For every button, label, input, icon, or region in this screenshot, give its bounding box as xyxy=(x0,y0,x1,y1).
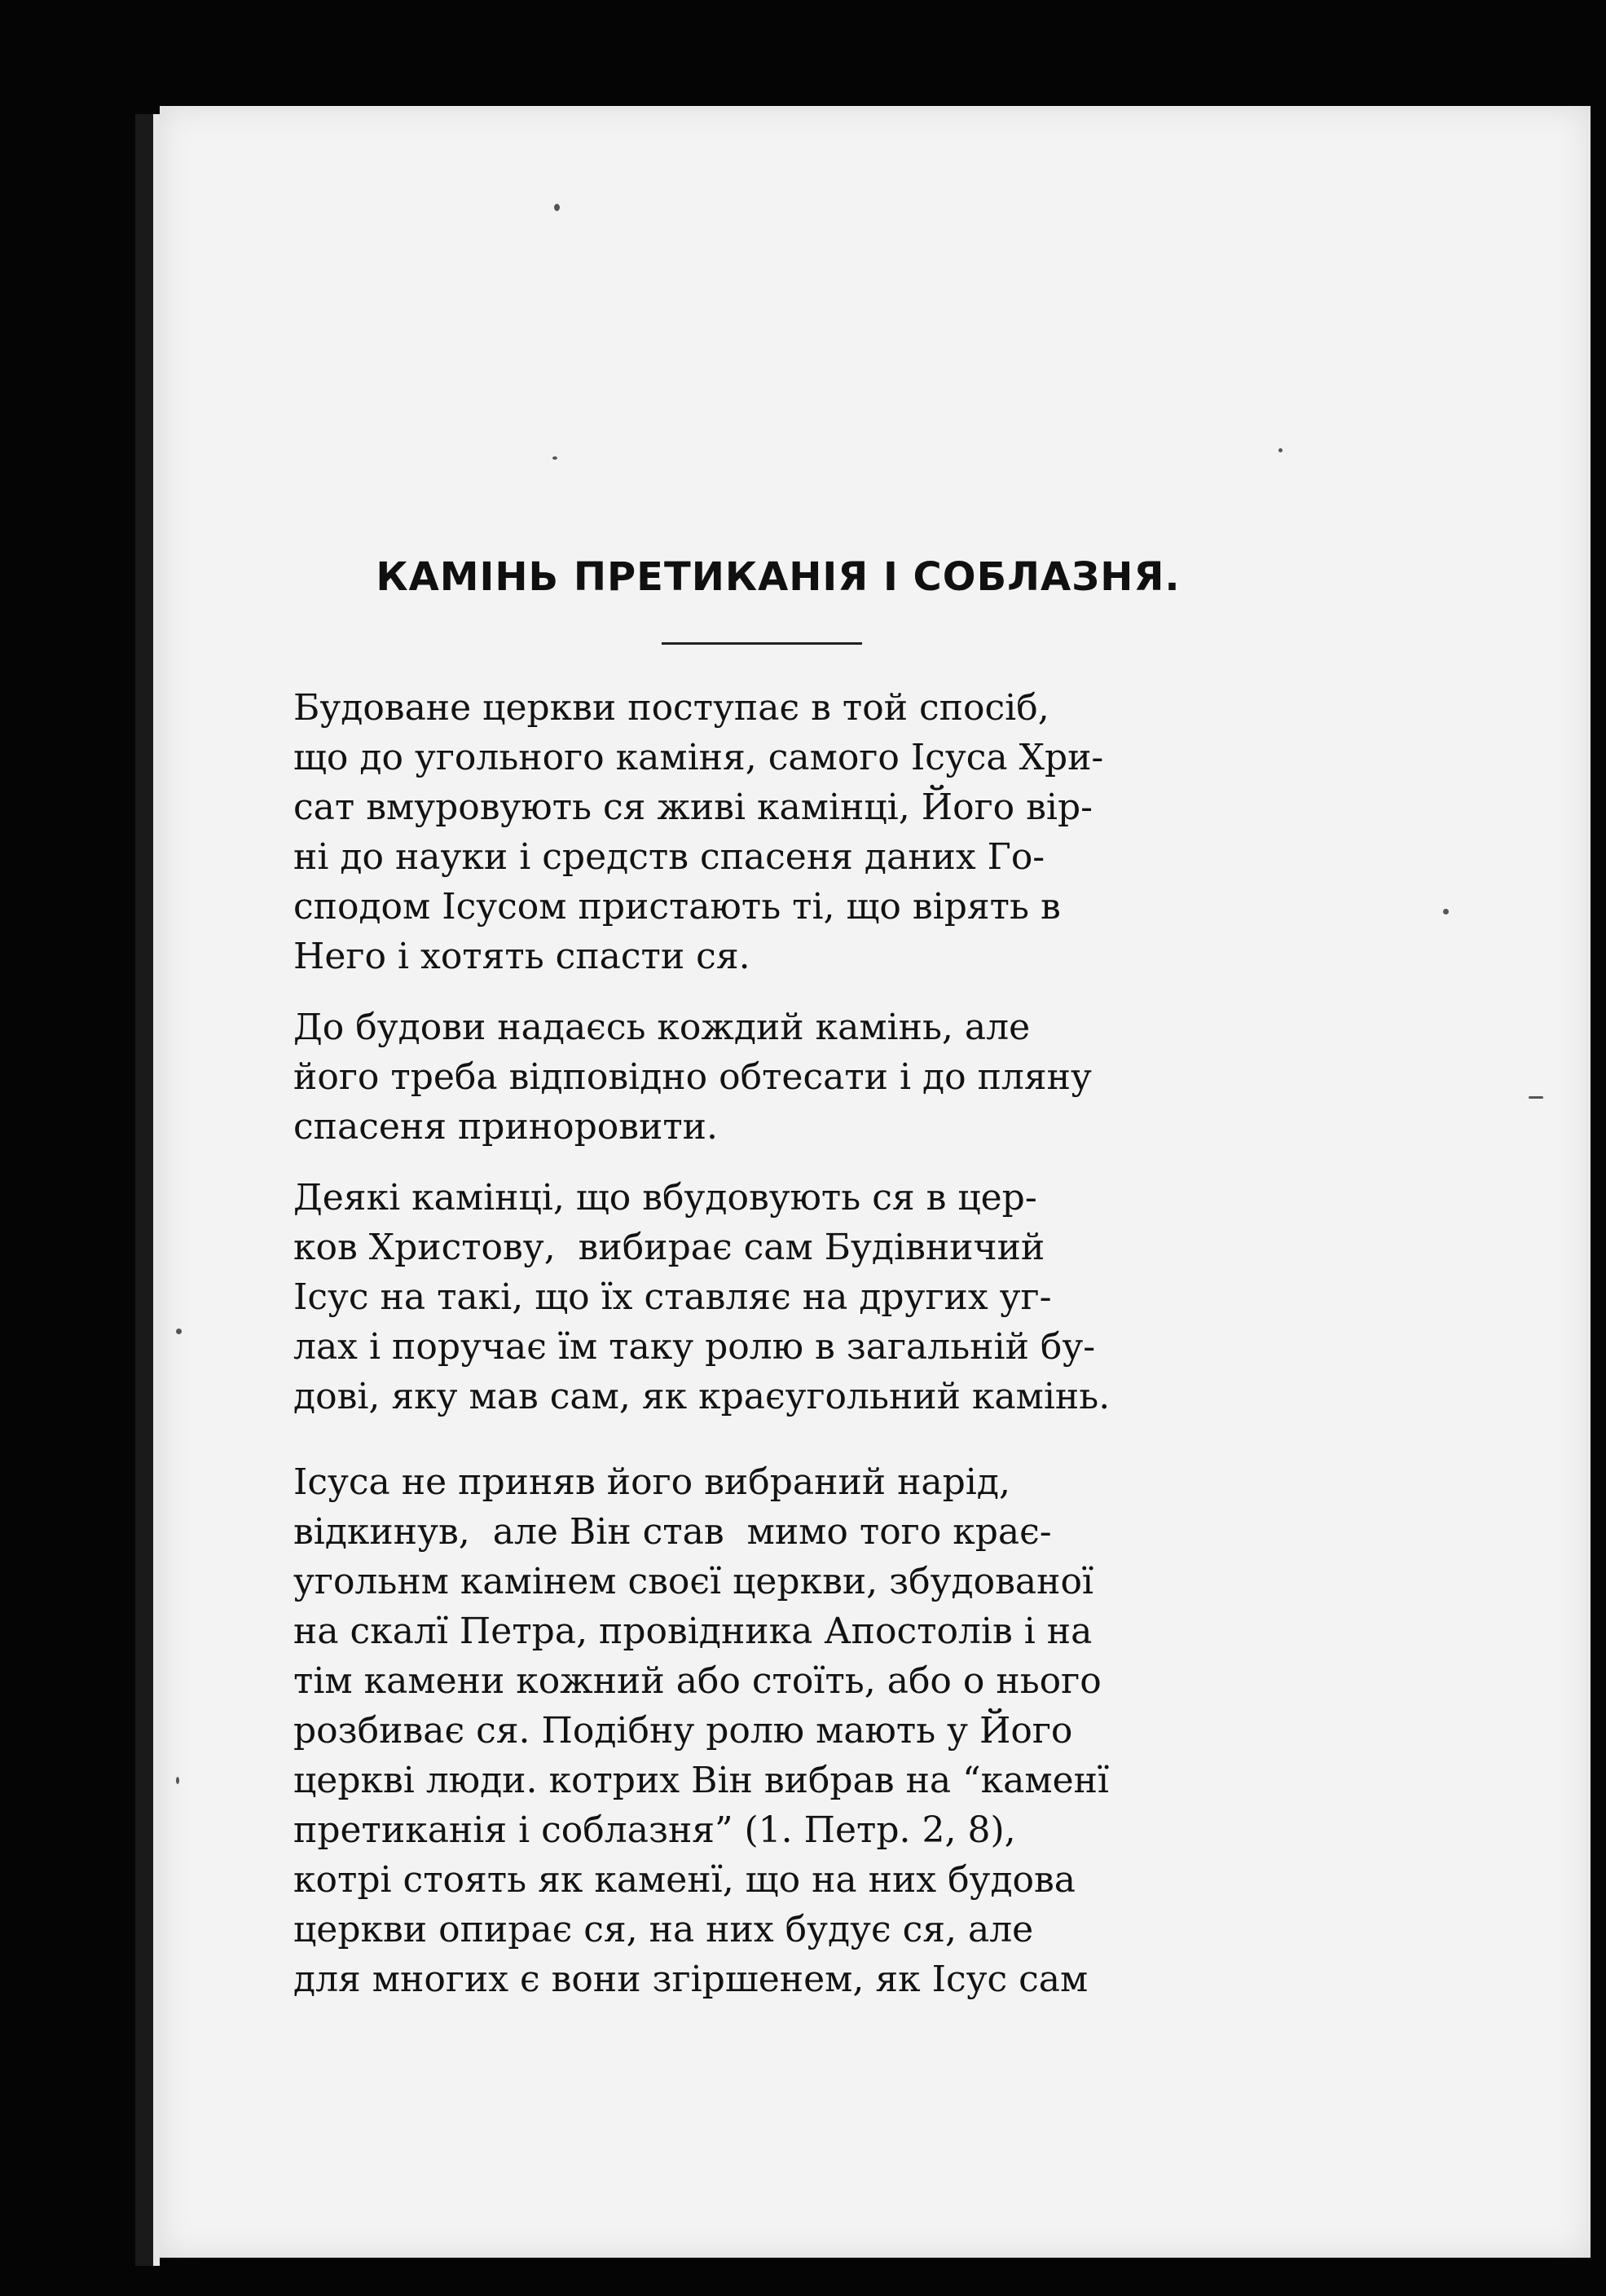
speck-mark xyxy=(552,456,557,460)
speck-mark xyxy=(554,204,560,211)
title-divider xyxy=(662,642,862,645)
speck-mark xyxy=(176,1777,179,1784)
page-edge xyxy=(153,114,160,2266)
speck-mark xyxy=(1443,909,1449,914)
paragraph: Ісуса не приняв його вибраний нарід, відкинув, але Він став мимо того крає- угольнм камінем своєї церкви, збудованої на скалї Петра, провідника Апостолів і на тім камени кожний або стоїть, або о нього розбиває ся. Подібну ролю мають у Його церкві люди. котрих Він вибрав на “каменї претиканія і соблазня” (1. Петр. 2, 8), котрі стоять як каменї, що на них будова церкви опирає ся, на них будує ся, але для многих є вони згіршенем, як Ісус сам xyxy=(293,1461,1109,2000)
paragraph: Будоване церкви поступає в той спосіб, що до угольного каміня, самого Ісуса Хри- сат вмуровують ся живі камінці, Його вір- ні до науки і средств спасеня даних Го- сподом Ісусом пристають ті, що вірять в Него і хотять спасти ся. xyxy=(293,687,1104,977)
speck-mark xyxy=(1529,1096,1543,1099)
paragraph: Деякі камінці, що вбудовують ся в цер- ков Христову, вибирає сам Будівничий Ісус на такі, що їх ставляє на других уг- лах і поручає їм таку ролю в загальній бу- дові, яку мав сам, як краєугольний камінь. xyxy=(293,1177,1111,1417)
page-title: КАМІНЬ ПРЕТИКАНІЯ І СОБЛАЗНЯ. xyxy=(376,554,1181,600)
book-spine-shadow xyxy=(135,114,153,2266)
paragraph: До будови надаєсь кождий камінь, але його треба відповідно обтесати і до пляну спасеня приноровити. xyxy=(293,1007,1092,1148)
body-text xyxy=(293,683,1263,2004)
speck-mark xyxy=(1278,448,1283,452)
speck-mark xyxy=(176,1329,182,1334)
